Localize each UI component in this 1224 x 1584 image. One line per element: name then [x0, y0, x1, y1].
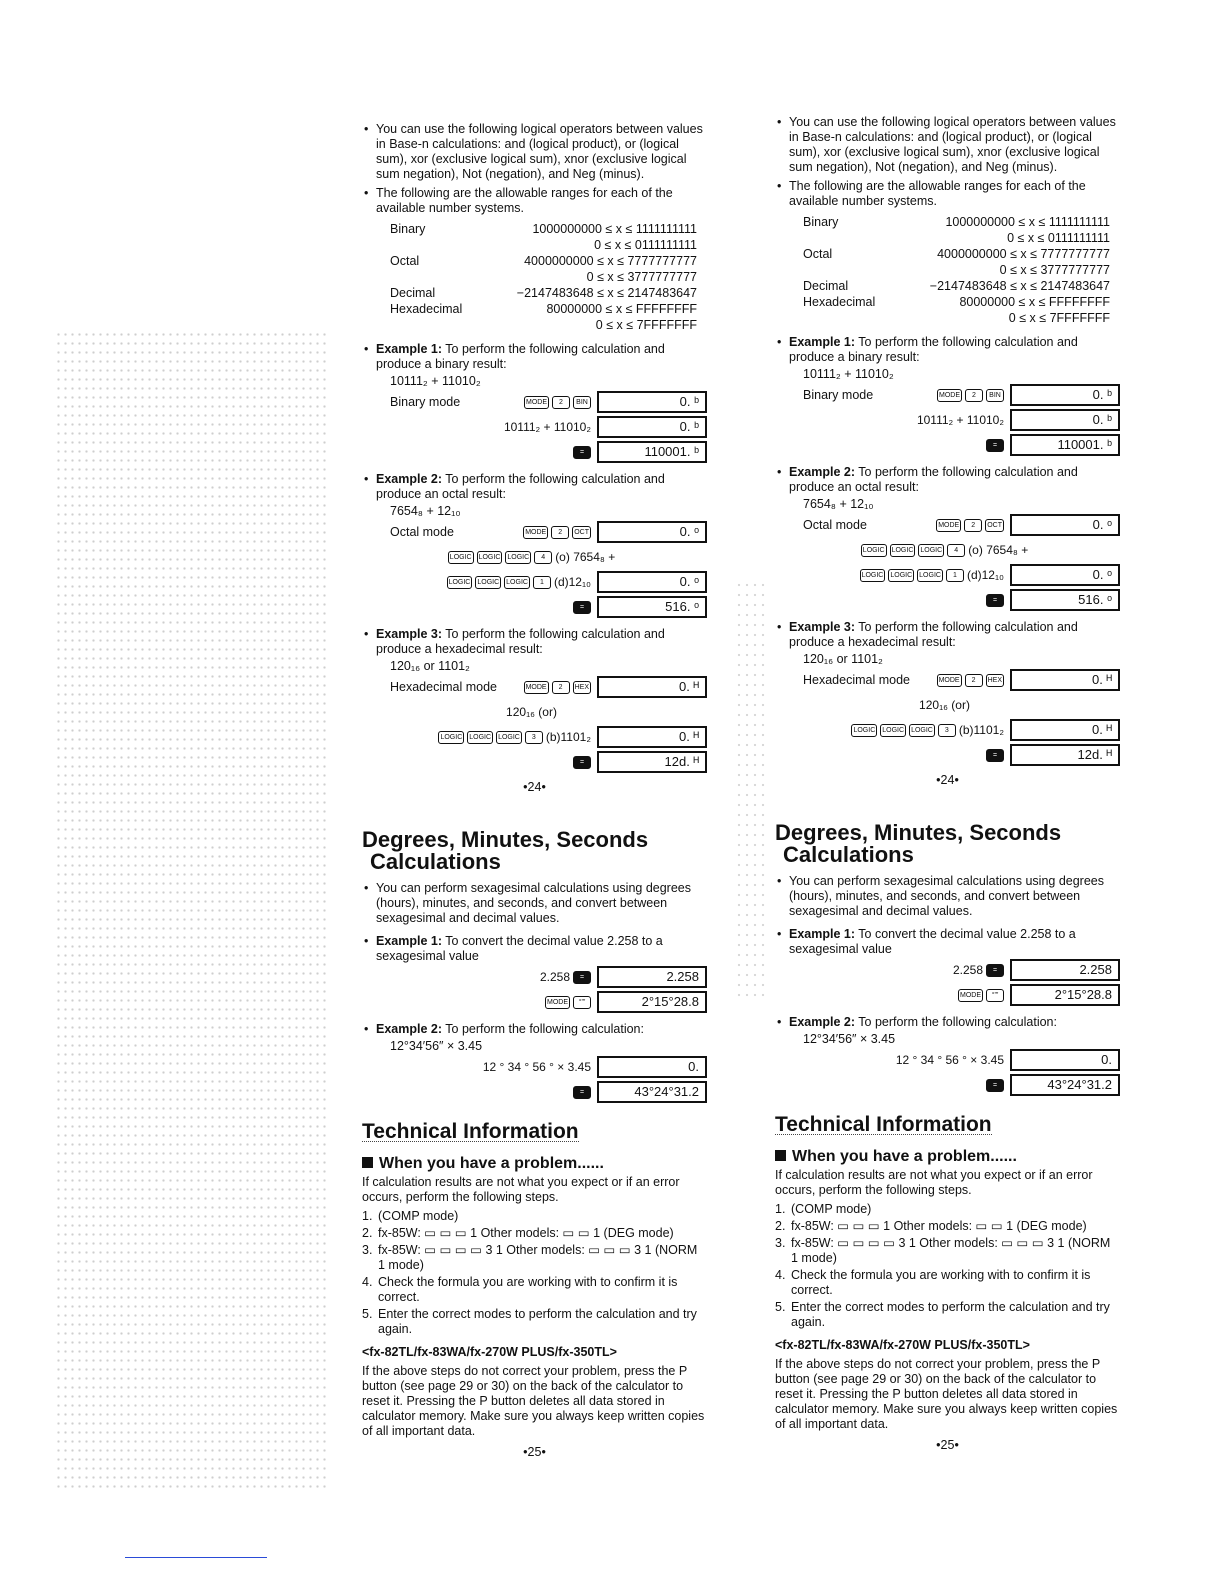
logic-key: LOGIC — [496, 731, 522, 744]
intro-bullet-ranges: • The following are the allowable ranges for each of the available number systems. — [775, 179, 1120, 209]
display: 0. ᴴ — [1010, 669, 1120, 691]
dms-example-2-expression: 12°34′56″ × 3.45 — [390, 1039, 483, 1053]
logic-key: LOGIC — [890, 544, 916, 557]
display: 2°15°28.8 — [597, 991, 707, 1013]
equals-key: = — [573, 971, 591, 984]
dms-example-1: • Example 1: To convert the decimal value 2.258 to a sexagesimal value — [775, 927, 1120, 957]
two-key: 2 — [552, 681, 570, 694]
ranges-table: Binary 1000000000 ≤ x ≤ 1111111111 0 ≤ x ≤ 0111111111 Octal 4000000000 ≤ x ≤ 7777777777 0 ≤ x ≤ 3777777777 Decimal −2147483648 ≤ x ≤ 2147483647 Hexadecimal 80000000 ≤ x ≤ FFFFFFFF 0 ≤ x ≤ 7FFFFFFF — [390, 222, 697, 332]
page-column-left — [362, 122, 707, 1460]
ex3-step-input1: 120₁₆ (or) — [506, 704, 557, 719]
dms-example-1: • Example 1: To convert the decimal value 2.258 to a sexagesimal value — [362, 934, 707, 964]
logic-key: LOGIC — [467, 731, 493, 744]
display: 110001. ᵇ — [597, 441, 707, 463]
logic-key: LOGIC — [448, 551, 474, 564]
ex1-step-mode: Binary mode MODE 2 BIN 0. ᵇ — [362, 390, 707, 414]
mode-key: MODE — [523, 526, 548, 539]
example-2-octal: • Example 2: To perform the following calculation and produce an octal result: — [775, 465, 1120, 495]
ex2-step-input1: LOGIC LOGIC LOGIC 4 (o) 7654₈ + — [862, 542, 1029, 557]
display: 110001. ᵇ — [1010, 434, 1120, 456]
display: 43°24°31.2 — [1010, 1074, 1120, 1096]
oct-key: OCT — [572, 526, 591, 539]
ex1-step-result — [775, 433, 1120, 457]
oct-key: OCT — [985, 519, 1004, 532]
equals-key: = — [986, 439, 1004, 452]
equals-key: = — [573, 1086, 591, 1099]
problem-intro: If calculation results are not what you expect or if an error occurs, perform the following steps. — [362, 1175, 680, 1204]
ex2-step-mode: Octal mode MODE 2 OCT 0. ᵒ — [775, 513, 1120, 537]
list-item: 3. fx-85W: ▭ ▭ ▭ ▭ 3 1 Other models: ▭ ▭ ▭ 3 1 (NORM 1 mode) — [362, 1243, 698, 1272]
bin-key: BIN — [986, 389, 1004, 402]
ex3-step-input2: LOGIC LOGIC LOGIC 3 (b)1101₂ 0. ᴴ — [362, 725, 707, 749]
list-item: 1. (COMP mode) — [775, 1202, 872, 1216]
ranges-table: Binary 1000000000 ≤ x ≤ 1111111111 0 ≤ x ≤ 0111111111 Octal 4000000000 ≤ x ≤ 7777777777 0 ≤ x ≤ 3777777777 Decimal −2147483648 ≤ x ≤ 2147483647 Hexadecimal 80000000 ≤ x ≤ FFFFFFFF 0 ≤ x ≤ 7FFFFFFF — [803, 215, 1110, 325]
display: 0. ᵒ — [1010, 564, 1120, 586]
logic-key: LOGIC — [477, 551, 503, 564]
page-number: •25• — [523, 1445, 546, 1459]
mode-key: MODE — [524, 396, 549, 409]
mode-key: MODE — [524, 681, 549, 694]
blue-underline — [125, 1557, 267, 1558]
scan-noise-left — [55, 330, 330, 1490]
example-1-binary: • Example 1: To perform the following calculation and produce a binary result: — [362, 342, 707, 372]
dms-ex1-step1: 2.258 = 2.258 — [775, 958, 1120, 982]
tech-heading: Technical Information — [775, 1113, 992, 1136]
display: 43°24°31.2 — [597, 1081, 707, 1103]
three-key: 3 — [525, 731, 543, 744]
logic-key: LOGIC — [504, 576, 530, 589]
dms-ex2-step2 — [775, 1073, 1120, 1097]
mode-key: MODE — [936, 519, 961, 532]
two-key: 2 — [965, 674, 983, 687]
intro-bullet-operators: • You can use the following logical operators between values in Base-n calculations: and (logical product), or (logical sum), xor (exclusive logical sum), xnor (exclusive logical sum negation), Not (negation), and Neg (minus). — [362, 122, 707, 182]
page-number: •25• — [936, 1438, 959, 1452]
problem-steps — [775, 1202, 1120, 1330]
one-key: 1 — [533, 576, 551, 589]
reset-paragraph: If the above steps do not correct your problem, press the P button (see page 29 or 30) on the back of the calculator to reset it. Pressing the P button deletes all data stored in calculator memory. Make sure you always keep written copies of all important data. — [362, 1364, 705, 1438]
display: 0. ᵒ — [597, 521, 707, 543]
three-key: 3 — [938, 724, 956, 737]
list-item: 2. fx-85W: ▭ ▭ ▭ 1 Other models: ▭ ▭ 1 (DEG mode) — [775, 1219, 1087, 1233]
ex1-step-mode: Binary mode MODE 2 BIN 0. ᵇ — [775, 383, 1120, 407]
ex3-step-mode: Hexadecimal mode MODE 2 HEX 0. ᴴ — [775, 668, 1120, 692]
ex3-step-input1: 120₁₆ (or) — [919, 697, 970, 712]
ex2-step-input1: LOGIC LOGIC LOGIC 4 (o) 7654₈ + — [449, 549, 616, 564]
example-1-binary: • Example 1: To perform the following calculation and produce a binary result: — [775, 335, 1120, 365]
hex-key: HEX — [986, 674, 1004, 687]
equals-key: = — [573, 601, 591, 614]
equals-key: = — [986, 964, 1004, 977]
example-3-hex: • Example 3: To perform the following calculation and produce a hexadecimal result: — [775, 620, 1120, 650]
dms-example-2-expression: 12°34′56″ × 3.45 — [803, 1032, 896, 1046]
list-item: 1. (COMP mode) — [362, 1209, 459, 1223]
display: 516. ᵒ — [1010, 589, 1120, 611]
two-key: 2 — [965, 389, 983, 402]
ex3-step-result — [775, 743, 1120, 767]
ex3-step-mode: Hexadecimal mode MODE 2 HEX 0. ᴴ — [362, 675, 707, 699]
example-3-expression: 120₁₆ or 1101₂ — [390, 659, 470, 673]
four-key: 4 — [534, 551, 552, 564]
logic-key: LOGIC — [909, 724, 935, 737]
dms-key: °'" — [986, 989, 1004, 1002]
one-key: 1 — [946, 569, 964, 582]
shift-key: MODE — [958, 989, 983, 1002]
display: 0. ᵒ — [1010, 514, 1120, 536]
equals-key: = — [986, 1079, 1004, 1092]
page-column-right — [775, 115, 1120, 1453]
dms-example-2: • Example 2: To perform the following calculation: — [775, 1015, 1120, 1030]
dms-ex1-step1: 2.258 = 2.258 — [362, 965, 707, 989]
display: 0. ᴴ — [597, 676, 707, 698]
ex3-step-input2: LOGIC LOGIC LOGIC 3 (b)1101₂ 0. ᴴ — [775, 718, 1120, 742]
dms-example-2: • Example 2: To perform the following calculation: — [362, 1022, 707, 1037]
dms-ex2-step1: 12 ° 34 ° 56 ° × 3.45 0. — [775, 1048, 1120, 1072]
dms-ex2-step2 — [362, 1080, 707, 1104]
ex1-step-result — [362, 440, 707, 464]
tech-heading: Technical Information — [362, 1120, 579, 1143]
dms-key: °'" — [573, 996, 591, 1009]
page-number: •24• — [936, 773, 959, 787]
two-key: 2 — [964, 519, 982, 532]
dms-ex2-step1: 12 ° 34 ° 56 ° × 3.45 0. — [362, 1055, 707, 1079]
display: 0. ᵒ — [597, 571, 707, 593]
logic-key: LOGIC — [880, 724, 906, 737]
logic-key: LOGIC — [888, 569, 914, 582]
display: 0. — [1010, 1049, 1120, 1071]
ex3-step-result — [362, 750, 707, 774]
dms-ex1-step2 — [775, 983, 1120, 1007]
ex2-step-result — [362, 595, 707, 619]
ex2-step-result — [775, 588, 1120, 612]
display: 2.258 — [1010, 959, 1120, 981]
model-list: <fx-82TL/fx-83WA/fx-270W PLUS/fx-350TL> — [775, 1338, 1030, 1352]
equals-key: = — [573, 756, 591, 769]
four-key: 4 — [947, 544, 965, 557]
ex2-step-input2: LOGIC LOGIC LOGIC 1 (d)12₁₀ 0. ᵒ — [362, 570, 707, 594]
display: 2.258 — [597, 966, 707, 988]
ex2-step-mode: Octal mode MODE 2 OCT 0. ᵒ — [362, 520, 707, 544]
logic-key: LOGIC — [860, 569, 886, 582]
dms-bullet: • You can perform sexagesimal calculations using degrees (hours), minutes, and seconds, and convert between sexagesimal and decimal values. — [362, 881, 707, 926]
example-1-expression: 10111₂ + 11010₂ — [803, 367, 894, 381]
logic-key: LOGIC — [861, 544, 887, 557]
display: 0. ᵇ — [597, 416, 707, 438]
problem-intro: If calculation results are not what you expect or if an error occurs, perform the following steps. — [775, 1168, 1093, 1197]
example-3-hex: • Example 3: To perform the following calculation and produce a hexadecimal result: — [362, 627, 707, 657]
example-2-expression: 7654₈ + 12₁₀ — [390, 504, 461, 518]
example-2-expression: 7654₈ + 12₁₀ — [803, 497, 874, 511]
example-3-expression: 120₁₆ or 1101₂ — [803, 652, 883, 666]
problem-heading: When you have a problem...... — [775, 1149, 1120, 1164]
shift-key: MODE — [545, 996, 570, 1009]
equals-key: = — [986, 594, 1004, 607]
display: 0. ᴴ — [1010, 719, 1120, 741]
dms-heading: Degrees, Minutes, Seconds Calculations — [362, 827, 649, 874]
problem-heading: When you have a problem...... — [362, 1156, 707, 1171]
mode-key: MODE — [937, 674, 962, 687]
example-2-octal: • Example 2: To perform the following calculation and produce an octal result: — [362, 472, 707, 502]
logic-key: LOGIC — [505, 551, 531, 564]
display: 2°15°28.8 — [1010, 984, 1120, 1006]
page-number: •24• — [523, 780, 546, 794]
dms-ex1-step2 — [362, 990, 707, 1014]
list-item: 2. fx-85W: ▭ ▭ ▭ 1 Other models: ▭ ▭ 1 (DEG mode) — [362, 1226, 674, 1240]
logic-key: LOGIC — [917, 569, 943, 582]
scan-noise-middle — [735, 580, 765, 1000]
list-item: 5. Enter the correct modes to perform the calculation and try again. — [362, 1307, 697, 1336]
display: 0. — [597, 1056, 707, 1078]
mode-key: MODE — [937, 389, 962, 402]
intro-bullet-ranges: • The following are the allowable ranges for each of the available number systems. — [362, 186, 707, 216]
ex1-step-input: 10111₂ + 11010₂ 0. ᵇ — [362, 415, 707, 439]
list-item: 3. fx-85W: ▭ ▭ ▭ ▭ 3 1 Other models: ▭ ▭ ▭ 3 1 (NORM 1 mode) — [775, 1236, 1111, 1265]
list-item: 4. Check the formula you are working with to confirm it is correct. — [362, 1275, 678, 1304]
display: 0. ᵇ — [597, 391, 707, 413]
intro-bullet-operators: • You can use the following logical operators between values in Base-n calculations: and (logical product), or (logical sum), xor (exclusive logical sum), xnor (exclusive logical sum negation), Not (negation), and Neg (minus). — [775, 115, 1120, 175]
logic-key: LOGIC — [447, 576, 473, 589]
reset-paragraph: If the above steps do not correct your problem, press the P button (see page 29 or 30) on the back of the calculator to reset it. Pressing the P button deletes all data stored in calculator memory. Make sure you always keep written copies of all important data. — [775, 1357, 1118, 1431]
ex2-step-input2: LOGIC LOGIC LOGIC 1 (d)12₁₀ 0. ᵒ — [775, 563, 1120, 587]
equals-key: = — [986, 749, 1004, 762]
list-item: 5. Enter the correct modes to perform the calculation and try again. — [775, 1300, 1110, 1329]
two-key: 2 — [552, 396, 570, 409]
example-1-expression: 10111₂ + 11010₂ — [390, 374, 481, 388]
display: 516. ᵒ — [597, 596, 707, 618]
ex1-step-input: 10111₂ + 11010₂ 0. ᵇ — [775, 408, 1120, 432]
equals-key: = — [573, 446, 591, 459]
display: 0. ᵇ — [1010, 409, 1120, 431]
display: 12d. ᴴ — [597, 751, 707, 773]
problem-steps — [362, 1209, 707, 1337]
logic-key: LOGIC — [438, 731, 464, 744]
display: 0. ᵇ — [1010, 384, 1120, 406]
logic-key: LOGIC — [475, 576, 501, 589]
display: 12d. ᴴ — [1010, 744, 1120, 766]
logic-key: LOGIC — [918, 544, 944, 557]
dms-bullet: • You can perform sexagesimal calculations using degrees (hours), minutes, and seconds, and convert between sexagesimal and decimal values. — [775, 874, 1120, 919]
dms-heading: Degrees, Minutes, Seconds Calculations — [775, 820, 1062, 867]
hex-key: HEX — [573, 681, 591, 694]
model-list: <fx-82TL/fx-83WA/fx-270W PLUS/fx-350TL> — [362, 1345, 617, 1359]
list-item: 4. Check the formula you are working with to confirm it is correct. — [775, 1268, 1091, 1297]
bin-key: BIN — [573, 396, 591, 409]
display: 0. ᴴ — [597, 726, 707, 748]
two-key: 2 — [551, 526, 569, 539]
logic-key: LOGIC — [851, 724, 877, 737]
